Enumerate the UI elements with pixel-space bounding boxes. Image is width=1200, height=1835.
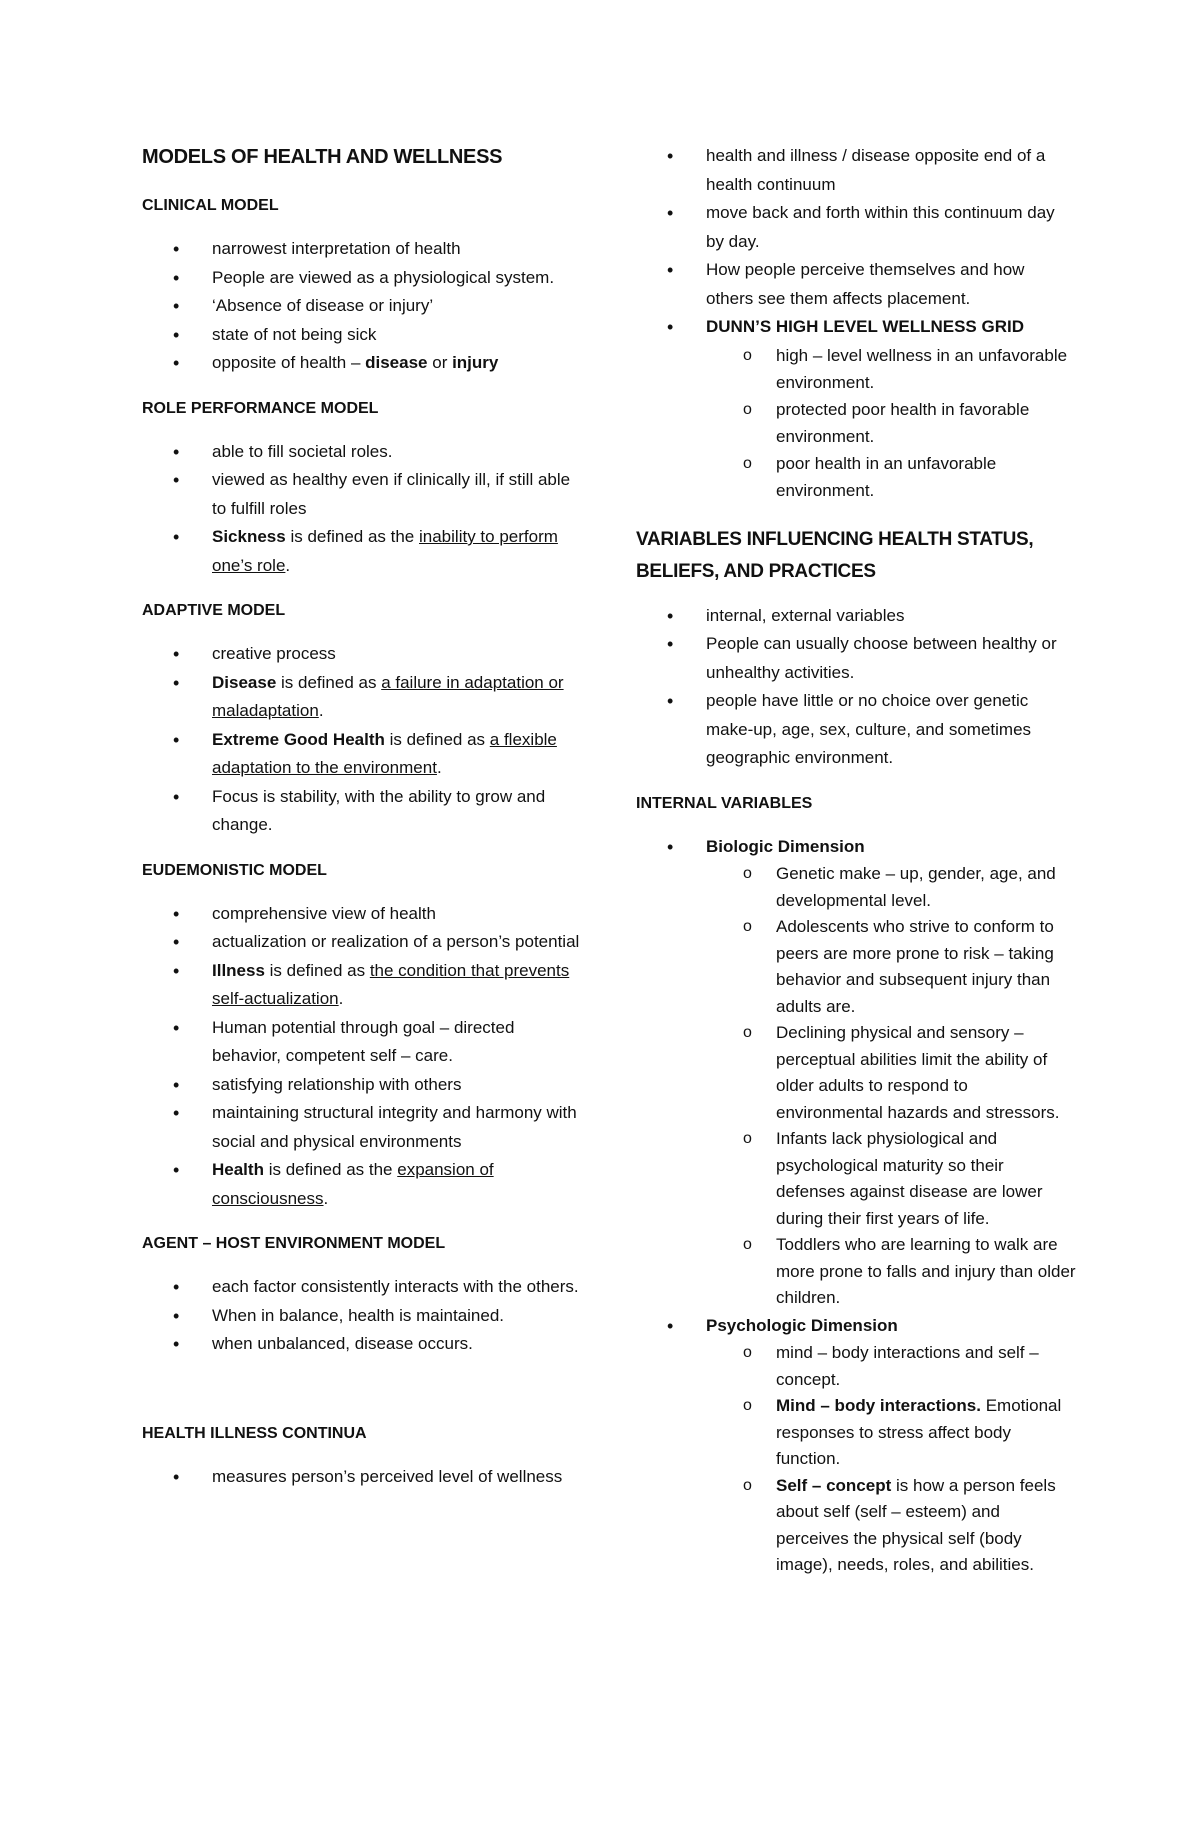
dunn-sublist bbox=[706, 342, 1076, 504]
list-item: • narrowest interpretation of health bbox=[142, 235, 582, 264]
agent-host-heading: AGENT – HOST ENVIRONMENT MODEL bbox=[142, 1235, 446, 1252]
underlined-text: a failure in adaptation or maladaptation bbox=[212, 672, 564, 720]
list-item: • each factor consistently interacts with the others. bbox=[142, 1273, 582, 1302]
list-item: • People are viewed as a physiological system. bbox=[142, 264, 582, 293]
list-item: • state of not being sick bbox=[142, 321, 582, 350]
list-item bbox=[142, 1156, 582, 1213]
list-item: • creative process bbox=[142, 640, 582, 669]
list-item: • People can usually choose between healthy or unhealthy activities. bbox=[636, 630, 1076, 687]
biologic-dimension-label: Biologic Dimension bbox=[706, 836, 865, 856]
list-item: • people have little or no choice over genetic make-up, age, sex, culture, and sometimes geographic environment. bbox=[636, 687, 1076, 773]
list-item: • actualization or realization of a person’s potential bbox=[142, 928, 582, 957]
psychologic-sublist-container bbox=[636, 1340, 1076, 1579]
agent-host-list bbox=[142, 1273, 582, 1359]
text: . bbox=[323, 1188, 329, 1208]
sub-list-item: o protected poor health in favorable environment. bbox=[706, 396, 1076, 450]
list-item: • How people perceive themselves and how others see them affects placement. bbox=[636, 256, 1076, 313]
text: is defined as bbox=[264, 960, 370, 980]
role-performance-list bbox=[142, 438, 582, 581]
sub-list-item: o Infants lack physiological and psychological maturity so their defenses against disease are lower during their first years of life. bbox=[706, 1126, 1076, 1232]
biologic-sublist-container bbox=[636, 861, 1076, 1312]
underlined-text: the condition that prevents self-actualization bbox=[212, 960, 570, 1008]
internal-variables-heading: INTERNAL VARIABLES bbox=[636, 794, 813, 812]
dunn-sublist-container bbox=[636, 342, 1076, 504]
sub-list-item: o Adolescents who strive to conform to peers are more prone to risk – taking behavior and subsequent injury than adults are. bbox=[706, 914, 1076, 1020]
spacer bbox=[142, 1379, 582, 1423]
list-item bbox=[636, 833, 1076, 862]
list-item: • satisfying relationship with others bbox=[142, 1071, 582, 1100]
list-item: • comprehensive view of health bbox=[142, 900, 582, 929]
sub-list-item: o Genetic make – up, gender, age, and developmental level. bbox=[706, 861, 1076, 914]
bold-text: Mind – body interactions. bbox=[776, 1396, 981, 1415]
sub-list-item bbox=[706, 1393, 1076, 1473]
eudemonistic-model-list bbox=[142, 900, 582, 1214]
text: is defined as bbox=[276, 672, 382, 692]
bold-text: Sickness bbox=[212, 527, 286, 546]
text: or bbox=[427, 353, 453, 372]
eudemonistic-model-heading: EUDEMONISTIC MODEL bbox=[142, 861, 327, 879]
list-item: • Human potential through goal – directed behavior, competent self – care. bbox=[142, 1014, 582, 1071]
adaptive-model-list bbox=[142, 640, 582, 840]
list-item: • measures person’s perceived level of wellness bbox=[142, 1463, 582, 1492]
variables-list bbox=[636, 602, 1076, 773]
variables-heading: VARIABLES INFLUENCING HEALTH STATUS, BELIEFS, AND PRACTICES bbox=[636, 528, 1034, 582]
list-item: • when unbalanced, disease occurs. bbox=[142, 1330, 582, 1359]
text: opposite of health – bbox=[212, 353, 366, 372]
text: is defined as bbox=[384, 729, 490, 749]
biologic-sublist bbox=[706, 861, 1076, 1312]
list-item bbox=[142, 523, 582, 580]
list-item: • maintaining structural integrity and harmony with social and physical environments bbox=[142, 1099, 582, 1156]
list-item: • viewed as healthy even if clinically ill, if still able to fulfill roles bbox=[142, 466, 582, 523]
document-title: MODELS OF HEALTH AND WELLNESS bbox=[142, 146, 503, 168]
sub-list-item: o Toddlers who are learning to walk are more prone to falls and injury than older children. bbox=[706, 1232, 1076, 1312]
list-item: • internal, external variables bbox=[636, 602, 1076, 631]
underlined-text: expansion of consciousness bbox=[212, 1160, 494, 1208]
role-performance-heading: ROLE PERFORMANCE MODEL bbox=[142, 399, 379, 417]
bold-text: Disease bbox=[212, 672, 277, 692]
bold-text: disease bbox=[365, 353, 428, 372]
psychologic-sublist bbox=[706, 1340, 1076, 1579]
sub-list-item: o Declining physical and sensory – perceptual abilities limit the ability of older adults to respond to environmental hazards and stressors. bbox=[706, 1020, 1076, 1126]
internal-variables-list bbox=[636, 833, 1076, 1579]
list-item bbox=[142, 957, 582, 1014]
text: . bbox=[285, 555, 291, 575]
adaptive-model-heading: ADAPTIVE MODEL bbox=[142, 602, 286, 619]
clinical-model-heading: CLINICAL MODEL bbox=[142, 197, 279, 214]
sub-list-item bbox=[706, 1473, 1076, 1579]
bold-text: Illness bbox=[212, 960, 265, 980]
text: Emotional responses to stress affect body function. bbox=[776, 1396, 1062, 1468]
list-item bbox=[636, 1312, 1076, 1341]
list-item: • move back and forth within this continuum day by day. bbox=[636, 199, 1076, 256]
list-item bbox=[142, 669, 582, 726]
text: is defined as the bbox=[285, 527, 419, 546]
dunn-grid-label: DUNN’S HIGH LEVEL WELLNESS GRID bbox=[706, 317, 1024, 336]
left-column bbox=[142, 142, 582, 1511]
list-item: • health and illness / disease opposite end of a health continuum bbox=[636, 142, 1076, 199]
clinical-model-list bbox=[142, 235, 582, 378]
psychologic-dimension-label: Psychologic Dimension bbox=[706, 1315, 898, 1335]
bold-text: Self – concept bbox=[776, 1475, 892, 1495]
right-column bbox=[636, 142, 1076, 1599]
list-item bbox=[636, 313, 1076, 342]
bold-text: injury bbox=[452, 353, 499, 372]
text: is defined as the bbox=[263, 1160, 398, 1179]
text: . bbox=[318, 701, 324, 720]
text: . bbox=[436, 758, 442, 777]
health-illness-continua-heading: HEALTH ILLNESS CONTINUA bbox=[142, 1424, 367, 1442]
text: . bbox=[338, 989, 344, 1008]
text: is how a person feels about self (self – esteem) and perceives the physical self (body image), needs, roles, and abilities. bbox=[776, 1475, 1056, 1574]
list-item bbox=[142, 726, 582, 783]
list-item: • able to fill societal roles. bbox=[142, 438, 582, 467]
underlined-text: inability to perform one’s role bbox=[212, 527, 558, 575]
list-item: • Focus is stability, with the ability to grow and change. bbox=[142, 783, 582, 840]
bold-text: Health bbox=[212, 1160, 264, 1179]
continua-list bbox=[142, 1463, 582, 1492]
list-item: • When in balance, health is maintained. bbox=[142, 1302, 582, 1331]
sub-list-item: o high – level wellness in an unfavorable environment. bbox=[706, 342, 1076, 396]
list-item bbox=[142, 349, 582, 378]
underlined-text: a flexible adaptation to the environment bbox=[212, 729, 557, 777]
bold-text: Extreme Good Health bbox=[212, 729, 385, 749]
list-item: • ‘Absence of disease or injury’ bbox=[142, 292, 582, 321]
continua-continued-list bbox=[636, 142, 1076, 504]
sub-list-item: o poor health in an unfavorable environment. bbox=[706, 450, 1076, 504]
sub-list-item: o mind – body interactions and self – concept. bbox=[706, 1340, 1076, 1393]
